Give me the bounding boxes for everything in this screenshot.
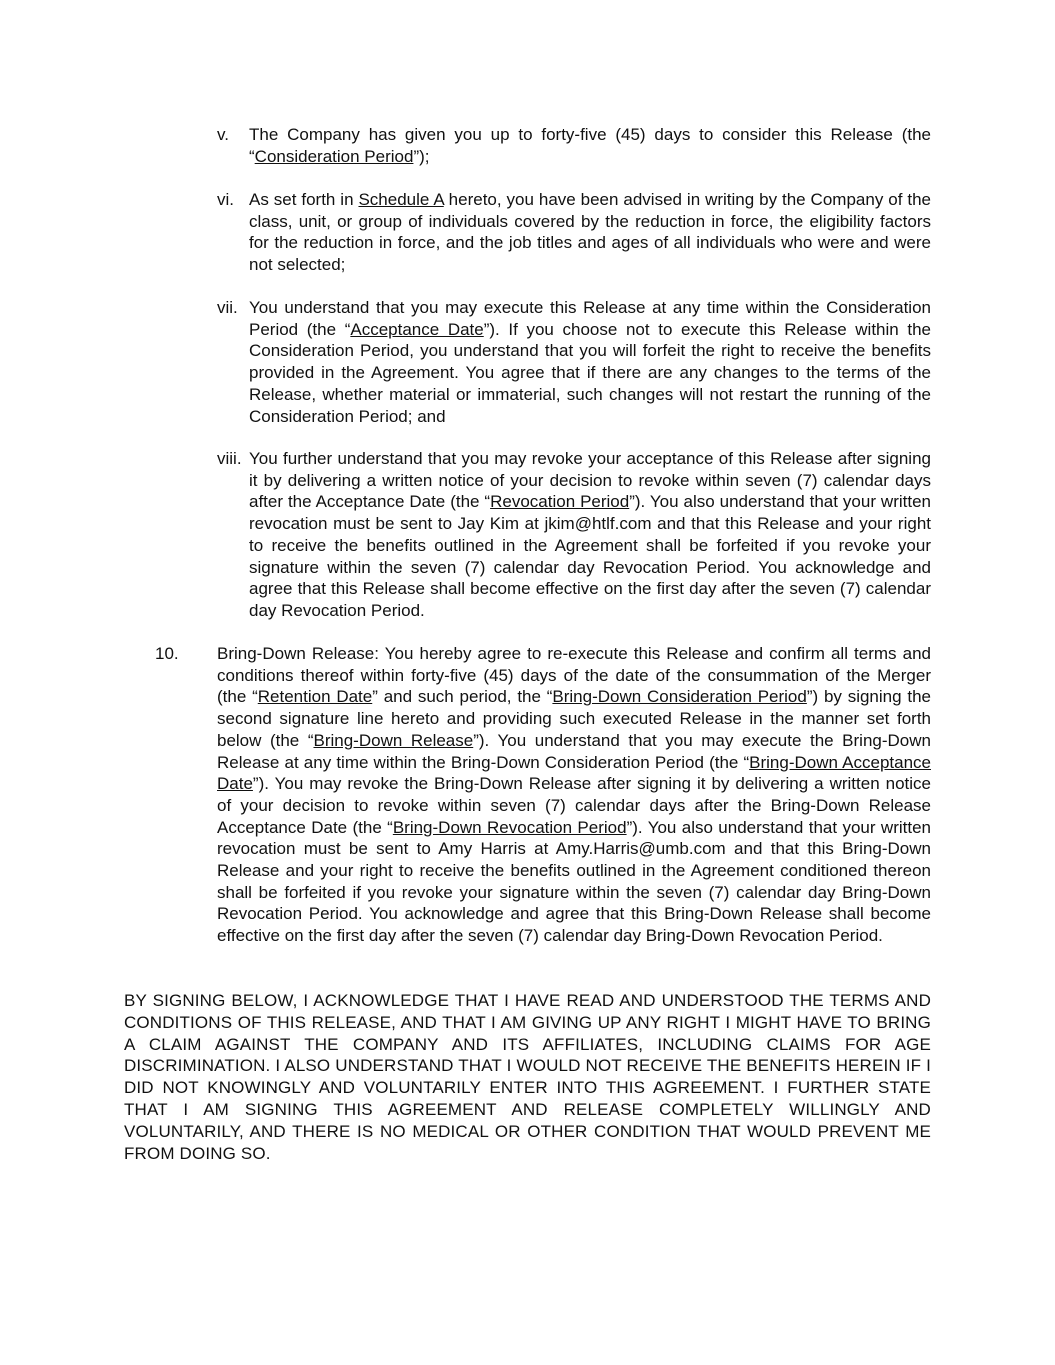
list-label-vi: vi. bbox=[217, 190, 234, 209]
text-segment: The Company has given you up to forty-five (45) days to consider this Release (the “ bbox=[249, 125, 931, 166]
text-segment: Bring-Down Release: You hereby agree to re-execute this Release and confirm all terms and conditions thereof within forty-five (45) days of the date of the consummation of the Merger (the “ bbox=[217, 644, 931, 707]
list-item-vii bbox=[217, 297, 931, 427]
list-item-v bbox=[217, 124, 931, 167]
defined-term-bring-down-release: Bring-Down Release bbox=[313, 730, 474, 750]
text-segment: ” and such period, the “ bbox=[372, 687, 553, 707]
defined-term-bring-down-revocation-period: Bring-Down Revocation Period bbox=[392, 817, 627, 837]
list-text-vii bbox=[249, 297, 931, 427]
list-text-vi bbox=[249, 189, 931, 276]
text-segment: hereto, you have been advised in writing by the Company of the class, unit, or group of individuals covered by the reduction in force, the eligibility factors for the reduction in force, and the job titles and ages of all individuals who were and were not selected; bbox=[249, 190, 931, 275]
list-text-v bbox=[249, 124, 931, 167]
text-segment: ”); bbox=[413, 146, 430, 166]
text-segment: ”). You also understand that your written revocation must be sent to Amy Harris at Amy.Harris@umb.com and that this Bring-Down Release and your right to receive the benefits outlined in the Agreement conditioned thereon shall be forfeited if you revoke your signature within the seven (7) calendar day Bring-Down Revocation Period. You acknowledge and agree that this Bring-Down Release shall become effective on the first day after the seven (7) calendar day Bring-Down Revocation Period. bbox=[217, 817, 931, 946]
text-segment: You understand that you may execute this Release at any time within the Consideration Period (the “ bbox=[249, 298, 931, 339]
text-segment: ”). You also understand that your written revocation must be sent to Jay Kim at jkim@htlf.com and that this Release and your right to receive the benefits outlined in the Agreement shall be forfeited if you revoke your signature within the seven (7) calendar day Revocation Period. You acknowledge and agree that this Release shall become effective on the first day after the seven (7) calendar day Revocation Period. bbox=[249, 492, 931, 620]
text-segment: ”) by signing the second signature line hereto and providing such executed Release in the manner set forth below (the “ bbox=[217, 687, 932, 750]
list-label-v: v. bbox=[217, 125, 229, 144]
defined-term-retention-date: Retention Date bbox=[257, 687, 373, 707]
list-item-viii bbox=[217, 448, 931, 622]
text-segment: ”). You understand that you may execute the Bring-Down Release at any time within the Bring-Down Consideration Period (the “ bbox=[217, 730, 931, 772]
text-segment: ”). If you choose not to execute this Release within the Consideration Period, you understand that you will forfeit the right to receive the benefits provided in the Agreement. You agree that if there are any changes to the terms of the Release, whether material or immaterial, such changes will not restart the running of the Consideration Period; and bbox=[249, 319, 931, 426]
section-10-bring-down-release bbox=[217, 643, 931, 947]
defined-term-consideration-period: Consideration Period bbox=[254, 146, 414, 166]
acknowledgement-paragraph: BY SIGNING BELOW, I ACKNOWLEDGE THAT I HAVE READ AND UNDERSTOOD THE TERMS AND CONDITIONS OF THIS RELEASE, AND THAT I AM GIVING UP ANY RIGHT I MIGHT HAVE TO BRING A CLAIM AGAINST THE COMPANY AND ITS AFFILIATES, INCLUDING CLAIMS FOR AGE DISCRIMINATION. I ALSO UNDERSTAND THAT I WOULD NOT RECEIVE THE BENEFITS HEREIN IF I DID NOT KNOWINGLY AND VOLUNTARILY ENTER INTO THIS AGREEMENT. I FURTHER STATE THAT I AM SIGNING THIS AGREEMENT AND RELEASE COMPLETELY WILLINGLY AND VOLUNTARILY, AND THERE IS NO MEDICAL OR OTHER CONDITION THAT WOULD PREVENT ME FROM DOING SO. bbox=[124, 991, 931, 1163]
list-label-viii: viii. bbox=[217, 449, 242, 468]
defined-term-acceptance-date: Acceptance Date bbox=[350, 319, 484, 339]
list-label-vii: vii. bbox=[217, 298, 238, 317]
text-segment: You further understand that you may revoke your acceptance of this Release after signing it by delivering a written notice of your decision to revoke within seven (7) calendar days after the Acceptance Date (the “ bbox=[249, 449, 931, 512]
defined-term-revocation-period: Revocation Period bbox=[490, 492, 630, 512]
schedule-a-reference: Schedule A bbox=[358, 190, 444, 209]
list-text-viii bbox=[249, 448, 931, 622]
defined-term-bring-down-consideration-period: Bring-Down Consideration Period bbox=[552, 687, 807, 707]
defined-term-bring-down-acceptance-date: Bring-Down Acceptance Date bbox=[217, 752, 931, 794]
text-segment: ”). You may revoke the Bring-Down Release after signing it by delivering a written notice of your decision to revoke within seven (7) calendar days after the Bring-Down Release Acceptance Date (the “ bbox=[217, 774, 931, 837]
section-number-10: 10. bbox=[155, 644, 179, 663]
text-segment: As set forth in bbox=[249, 190, 359, 209]
list-item-vi bbox=[217, 189, 931, 276]
